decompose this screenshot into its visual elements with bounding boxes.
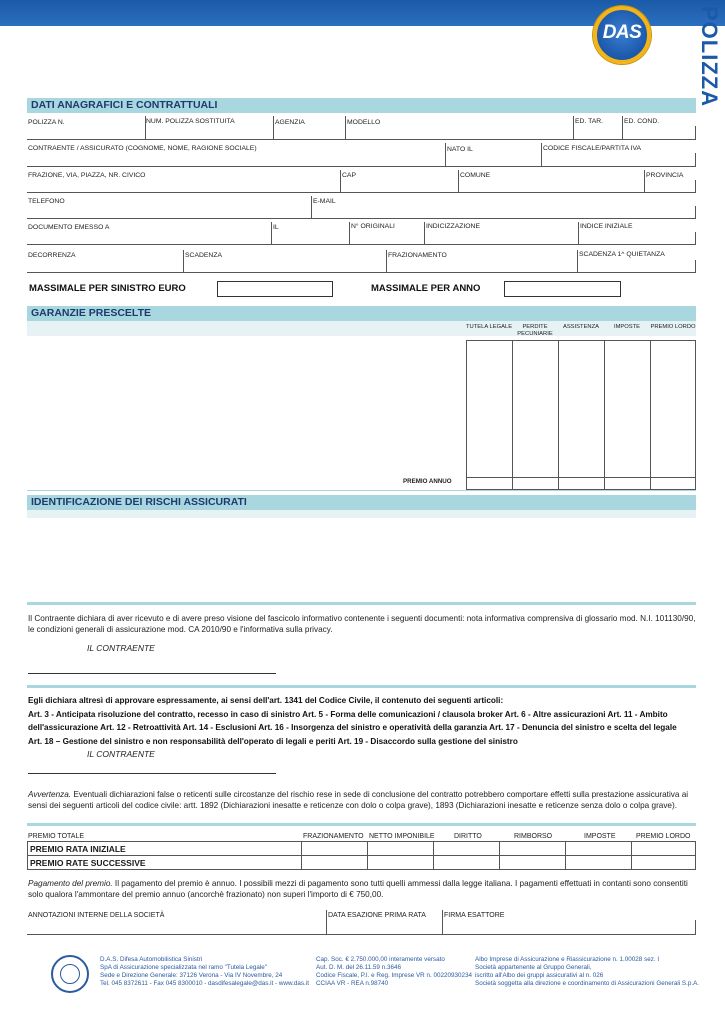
row4-line [27, 218, 696, 219]
label-indicizzazione: INDICIZZAZIONE [426, 223, 480, 230]
footer-line: D.A.S. Difesa Automobilistica Sinistri [100, 956, 203, 963]
label-massimale-anno: MASSIMALE PER ANNO [371, 283, 481, 294]
col-premio-lordo: PREMIO LORDO [636, 833, 691, 840]
articoli-line: dell'assicurazione Art. 12 - Retroattività Art. 14 - Esclusioni Art. 16 - Insorgenza del sinistro e operatività della garanzia Art. 17 - Denuncia del sinistro e scelta del legale [28, 723, 677, 732]
col-imposte: IMPOSTE [584, 833, 616, 840]
footer-company [100, 956, 309, 988]
articoli-line: Art. 18 – Gestione del sinistro e non responsabilità dell'operato di legali e periti Art. 19 - Disaccordo sulla gestione del sinistro [28, 736, 518, 746]
label-modello: MODELLO [347, 119, 381, 126]
row6-line [27, 272, 696, 273]
footer-line: Aut. D. M. del 26.11.59 n.3646 [316, 964, 401, 971]
signature-line-2[interactable] [28, 773, 276, 774]
divider [578, 222, 579, 245]
pagamento-premio [28, 879, 696, 900]
label-contraente: CONTRAENTE / ASSICURATO (COGNOME, NOME, RAGIONE SOCIALE) [28, 145, 257, 152]
footer-legal [316, 956, 472, 988]
pagamento-text: Il pagamento del premio è annuo. I possibili mezzi di pagamento sono tutti quelli ammessi dalla legge italiana. I pagamenti effettuati in contanti sono consentiti solo qualora l'ammontare del premio annuo (ancorchè frazionato) non superi l'importo di € 750,00. [28, 879, 688, 899]
row5-line [27, 244, 696, 245]
label-num-polizza-sostituita: NUM. POLIZZA SOSTITUITA [146, 118, 235, 125]
footer-line: CCIAA VR - REA n.98740 [316, 980, 389, 987]
annotazioni-line [27, 934, 696, 935]
label-il-contraente-2: IL CONTRAENTE [87, 749, 155, 759]
divider [340, 170, 341, 193]
divider [145, 116, 146, 140]
divider [326, 910, 327, 935]
divider [273, 116, 274, 140]
divider [695, 153, 696, 167]
label-comune: COMUNE [460, 172, 491, 179]
premi-table [27, 841, 696, 870]
cell[interactable] [566, 842, 632, 856]
label-il: IL [273, 224, 279, 231]
divider [644, 170, 645, 193]
divider [541, 143, 542, 167]
avvertenza [28, 790, 696, 811]
divider [442, 910, 443, 935]
separator [27, 685, 696, 688]
cell[interactable] [500, 856, 566, 870]
row3-line [27, 192, 696, 193]
cell[interactable] [301, 842, 367, 856]
row2-line [27, 166, 696, 167]
footer-line: Albo Imprese di Assicurazione e Riassicurazione n. 1.00028 sez. I [475, 956, 660, 963]
grid-total-line [467, 477, 695, 478]
cell[interactable] [566, 856, 632, 870]
footer-line: Tel. 045 8372611 - Fax 045 8300010 - dasdifesalegale@das.it - www.das.it [100, 980, 309, 987]
cell[interactable] [301, 856, 367, 870]
label-indice-iniziale: INDICE INIZIALE [580, 223, 633, 230]
pagamento-label: Pagamento del premio. [28, 879, 113, 888]
grid-col-line [512, 341, 513, 489]
divider [695, 260, 696, 273]
massimale-anno-field[interactable] [504, 281, 621, 297]
avvertenza-text: Eventuali dichiarazioni false o reticenti sulle circostanze del rischio rese in sede di conclusione del contratto potrebbero comportare effetti sulla prestazione assicurativa ai sensi dei seguenti articoli del codice civile: artt. 1892 (Dichiarazioni inesatte e reticenze con dolo o colpa grave), 1893 (Dichiarazioni inesatte e reticenze senza dolo o colpa grave). [28, 790, 689, 810]
col-diritto: DIRITTO [454, 833, 482, 840]
label-scadenza-quietanza: SCADENZA 1^ QUIETANZA [579, 251, 665, 258]
label-premio-annuo: PREMIO ANNUO [403, 478, 452, 485]
col-perdite-pecuniarie: PERDITE PECUNIARIE [517, 324, 553, 337]
garanzie-bottom-line [27, 490, 696, 491]
footer-line: Società appartenente al Gruppo Generali, [475, 964, 592, 971]
row1-line [27, 139, 696, 140]
footer-line: Cap. Soc. € 2.750.000,00 interamente versato [316, 956, 445, 963]
footer-line: Società soggetta alla direzione e coordinamento di Assicurazioni Generali S.p.A. [475, 980, 700, 987]
divider [695, 126, 696, 140]
divider [445, 143, 446, 167]
separator [27, 602, 696, 605]
label-firma-esattore: FIRMA ESATTORE [444, 912, 505, 919]
label-nato-il: NATO IL [447, 146, 473, 153]
label-frazione: FRAZIONE, VIA, PIAZZA, NR. CIVICO [28, 172, 146, 179]
section-garanzie-header: GARANZIE PRESCELTE [27, 306, 696, 321]
row-premio-rate-successive: PREMIO RATE SUCCESSIVE [28, 856, 302, 870]
cell[interactable] [632, 856, 696, 870]
col-tutela-legale: TUTELA LEGALE [466, 324, 513, 330]
divider [458, 170, 459, 193]
col-imposte: IMPOSTE [613, 324, 641, 330]
divider [577, 250, 578, 273]
col-assistenza: ASSISTENZA [562, 324, 600, 330]
footer-line: Codice Fiscale, P.I. e Reg. Imprese VR n. 00220930234 [316, 972, 472, 979]
garanzie-grid [466, 340, 696, 490]
label-provincia: PROVINCIA [646, 172, 684, 179]
divider [622, 116, 623, 140]
rischi-subbar [27, 510, 696, 518]
cell[interactable] [632, 842, 696, 856]
footer-line: SpA di Assicurazione specializzata nel ramo "Tutela Legale" [100, 964, 267, 971]
label-agenzia: AGENZIA [275, 119, 305, 126]
label-email: E-MAIL [313, 198, 336, 205]
cell[interactable] [434, 856, 500, 870]
grid-col-line [604, 341, 605, 489]
label-annotazioni: ANNOTAZIONI INTERNE DELLA SOCIETÀ [28, 912, 165, 919]
label-n-originali: N° ORIGINALI [351, 223, 395, 230]
divider [695, 206, 696, 219]
divider [386, 250, 387, 273]
document-title [692, 6, 722, 106]
footer-line: iscritto all'Albo dei gruppi assicurativi al n. 026 [475, 972, 604, 979]
section-dati-header: DATI ANAGRAFICI E CONTRATTUALI [27, 98, 696, 113]
cell[interactable] [367, 856, 434, 870]
col-premio-totale: PREMIO TOTALE [28, 833, 85, 840]
divider [271, 222, 272, 245]
avvertenza-label: Avvertenza. [28, 790, 72, 799]
divider [345, 116, 346, 140]
footer-line: Sede e Direzione Generale: 37126 Verona - Via IV Novembre, 24 [100, 972, 283, 979]
divider [311, 196, 312, 219]
divider [695, 180, 696, 193]
label-documento: DOCUMENTO EMESSO A [28, 224, 110, 231]
col-netto-imponibile: NETTO IMPONIBILE [369, 833, 435, 840]
grid-col-line [650, 341, 651, 489]
col-premio-lordo: PREMIO LORDO [650, 324, 696, 330]
table-row [28, 856, 696, 870]
label-scadenza: SCADENZA [185, 252, 223, 259]
footer-albo [475, 956, 699, 988]
cell[interactable] [367, 842, 434, 856]
grid-col-line [558, 341, 559, 489]
row-premio-rata-iniziale: PREMIO RATA INIZIALE [28, 842, 302, 856]
label-telefono: TELEFONO [28, 198, 65, 205]
divider [573, 116, 574, 140]
label-il-contraente-1: IL CONTRAENTE [87, 643, 155, 653]
articoli-line: Art. 3 - Anticipata risoluzione del contratto, recesso in caso di sinistro Art. 5 - Forma delle comunicazioni / clausola broker Art. 6 - Altre assicurazioni Art. 11 - Ambito [28, 709, 668, 719]
label-cap: CAP [342, 172, 356, 179]
label-codice-fiscale: CODICE FISCALE/PARTITA IVA [543, 145, 642, 152]
cell[interactable] [434, 842, 500, 856]
label-frazionamento: FRAZIONAMENTO [388, 252, 447, 259]
label-polizza-n: POLIZZA N. [28, 119, 65, 126]
divider [695, 920, 696, 935]
label-ed-tar: ED. TAR. [575, 118, 604, 125]
divider [695, 232, 696, 245]
dichiarazione-articoli [28, 694, 696, 748]
table-row [28, 842, 696, 856]
col-rimborso: RIMBORSO [514, 833, 553, 840]
label-data-esazione: DATA ESAZIONE PRIMA RATA [328, 912, 426, 919]
divider [183, 250, 184, 273]
label-ed-cond: ED. COND. [624, 118, 660, 125]
label-massimale-sinistro: MASSIMALE PER SINISTRO EURO [29, 283, 186, 294]
label-decorrenza: DECORRENZA [28, 252, 76, 259]
section-rischi-header: IDENTIFICAZIONE DEI RISCHI ASSICURATI [27, 495, 696, 510]
logo-text: DAS [602, 22, 642, 43]
footer-seal-icon [51, 955, 89, 993]
divider [424, 222, 425, 245]
articoli-line: Egli dichiara altresì di approvare espressamente, ai sensi dell'art. 1341 del Codice Civile, il contenuto dei seguenti articoli: [28, 696, 504, 705]
separator [27, 823, 696, 826]
col-frazionamento: FRAZIONAMENTO [303, 833, 364, 840]
document-title-text: POLIZZA [697, 6, 722, 108]
massimale-sinistro-field[interactable] [217, 281, 333, 297]
cell[interactable] [500, 842, 566, 856]
divider [349, 222, 350, 245]
dichiarazione-ricevimento: Il Contraente dichiara di aver ricevuto e di avere preso visione del fascicolo informativo contenente i seguenti documenti: nota informativa comprensiva di glossario mod. N.I. 101130/90, le condizioni generali di assicurazione mod. CA 2010/90 e l'informativa sulla privacy. [28, 614, 696, 634]
signature-line-1[interactable] [28, 673, 276, 674]
